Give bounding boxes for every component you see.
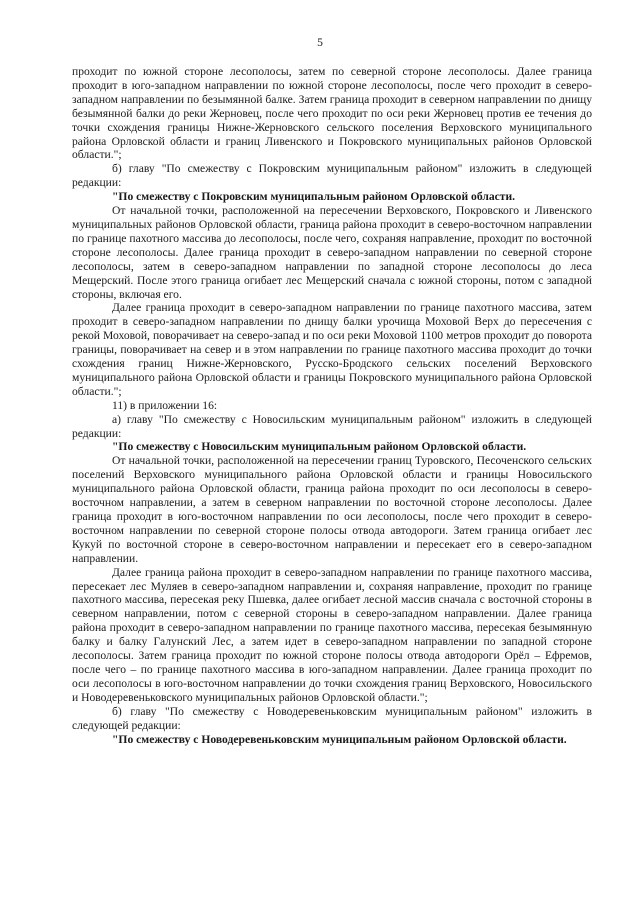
section-heading-novoderevenkovsky: "По смежеству с Новодеревеньковским муниципальным районом Орловской области. bbox=[112, 732, 567, 746]
paragraph-novosilsky-2: Далее граница района проходит в северо-западном направлении по границе пахотного массива, пересекает лес Муляев в северо-западном направлении и, сохраняя направление, проходит по границе пахотного массива, пересекая реку Пшевка, далее огибает лесной массив сначала с восточной стороны в северном направлении, потом с северной стороны в северо-западном направлении. Далее граница района проходит в северо-западном направлении по границе пахотного массива, пересекая безымянную балку и балку Галунский Лес, а затем идет в северо-западном направлении по западной стороне лесополосы. Затем граница проходит по южной стороне полосы отвода автодороги Орёл – Ефремов, после чего – по границе пахотного массива в юго-западном направлении. Далее граница проходит по оси лесополосы в юго-восточном направлении до точки схождения границ Верховского, Новосильского и Новодеревеньковского муниципальных районов Орловской области."; bbox=[72, 565, 592, 704]
section-heading-pokrovsky: "По смежеству с Покровским муниципальным районом Орловской области. bbox=[112, 190, 516, 204]
paragraph-novosilsky-1: От начальной точки, расположенной на пересечении границ Туровского, Песоченского сельских поселений Верховского муниципального района Орловской области и границы Новосильского муниципального района Орловской области, граница района проходит по оси лесополосы в северо-восточном направлении, а затем в северном направлении по восточной стороне лесополосы. Далее граница проходит в юго-восточном направлении по оси лесополосы, после чего проходит в северо-восточном направлении по северной стороне полосы отвода автодороги. Затем граница огибает лес Кукуй по восточной стороне в северо-восточном направлении и пересекает его в северо-западном направлении. bbox=[72, 454, 592, 565]
document-body bbox=[72, 65, 592, 746]
paragraph-pokrovsky-2: Далее граница проходит в северо-западном направлении по границе пахотного массива, затем проходит в северо-западном направлении по днищу балки урочища Моховой Верх до пересечения с рекой Моховой, поворачивает на северо-запад и по оси реки Моховой 1100 метров проходит до поворота границы, поворачивает на север и в этом направлении по границе пахотного массива проходит до точки схождения границ Нижне-Жерновского, Русско-Бродского сельских поселений Верховского муниципального района Орловской области и границы Покровского муниципального района Орловской области."; bbox=[72, 301, 592, 398]
paragraph-amendment-b-2: б) главу "По смежеству с Новодеревеньковским муниципальным районом" изложить в следующей редакции: bbox=[72, 704, 592, 732]
paragraph-amendment-b: б) главу "По смежеству с Покровским муниципальным районом" изложить в следующей редакции: bbox=[72, 162, 592, 190]
paragraph-appendix-16: 11) в приложении 16: bbox=[112, 398, 218, 412]
paragraph-pokrovsky-1: От начальной точки, расположенной на пересечении Верховского, Покровского и Ливенского муниципальных районов Орловской области, граница района проходит в северо-восточном направлении по границе пахотного массива до лесополосы, после чего, сохраняя направление, проходит по восточной стороне лесополосы. Далее граница проходит в северо-западном направлении по северной стороне лесополосы, затем в северо-западном направлении по западной стороне лесополосы до леса Мещерский. После этого граница огибает лес Мещерский сначала с южной стороны, потом с западной стороны, включая его. bbox=[72, 204, 592, 301]
paragraph-amendment-a: а) главу "По смежеству с Новосильским муниципальным районом" изложить в следующей редакции: bbox=[72, 412, 592, 440]
paragraph-continuation: проходит по южной стороне лесополосы, затем по северной стороне лесополосы. Далее граница проходит в юго-западном направлении по южной стороне лесополосы, после чего проходит в северо-западном направлении по безымянной балке. Затем граница проходит в северном направлении по днищу безымянной балки до реки Жерновец, после чего проходит по оси реки Жерновец против ее течения до точки схождения границы Нижне-Жерновского сельского поселения Верховского муниципального района Орловской области и границ Ливенского и Покровского муниципальных районов Орловской области."; bbox=[72, 65, 592, 162]
page-number: 5 bbox=[317, 36, 323, 49]
section-heading-novosilsky: "По смежеству с Новосильским муниципальным районом Орловской области. bbox=[112, 440, 527, 454]
